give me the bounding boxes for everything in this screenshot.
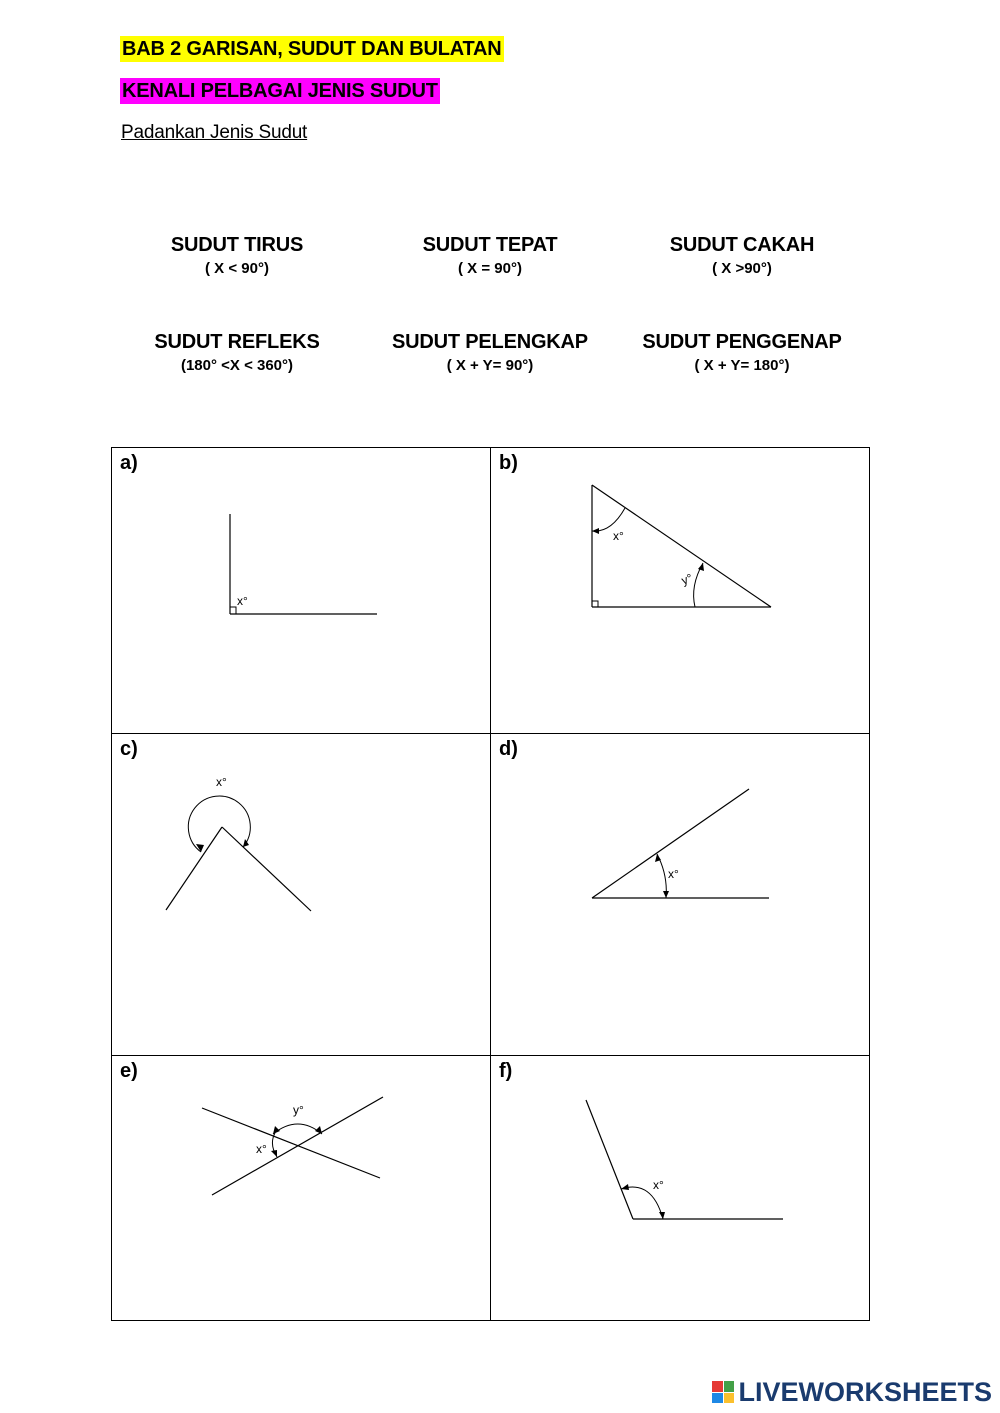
angle-label: x° [216,775,227,789]
question-label: e) [120,1060,138,1082]
question-label: f) [499,1060,513,1082]
angle-type-name: SUDUT TEPAT [422,234,558,256]
question-b[interactable] [491,448,869,733]
question-a[interactable] [112,448,490,733]
obtuse-angle-diagram [491,1056,869,1320]
intersecting-lines-diagram [112,1056,490,1320]
right-angle-diagram [112,448,490,733]
angle-label: y° [293,1103,304,1117]
angle-type-rule: ( X >90°) [712,260,772,277]
question-label: c) [120,738,138,760]
angle-type-name: SUDUT PELENGKAP [392,331,588,353]
chapter-title: BAB 2 GARISAN, SUDUT DAN BULATAN [122,38,502,60]
acute-angle-diagram [491,734,869,1055]
angle-type-rule: ( X < 90°) [205,260,269,277]
angle-type-reflex[interactable] [107,330,367,376]
question-f[interactable] [491,1056,869,1320]
angle-label: x° [237,594,248,608]
question-label: a) [120,452,138,474]
question-d[interactable] [491,734,869,1055]
angle-type-rule: (180° <X < 360°) [180,357,294,374]
angle-type-rule: ( X + Y= 90°) [446,357,534,374]
angle-label: x° [256,1142,267,1156]
angle-type-name: SUDUT REFLEKS [154,331,320,353]
reflex-angle-diagram [112,734,490,1055]
angle-type-name: SUDUT PENGGENAP [642,331,842,353]
angle-type-complementary[interactable] [360,330,620,376]
section-title: KENALI PELBAGAI JENIS SUDUT [122,80,438,102]
triangle-diagram [491,448,869,733]
angle-type-name: SUDUT TIRUS [170,234,304,256]
angle-type-rule: ( X + Y= 180°) [694,357,790,374]
question-label: b) [499,452,518,474]
angle-label: y° [679,570,695,588]
question-grid [111,447,870,1321]
angle-label: x° [668,867,679,881]
angle-type-rule: ( X = 90°) [458,260,522,277]
angle-type-supplementary[interactable] [612,330,872,376]
liveworksheets-brand[interactable] [712,1377,992,1407]
question-c[interactable] [112,734,490,1055]
angle-type-obtuse[interactable] [612,233,872,279]
angle-type-right[interactable] [360,233,620,279]
angle-label: x° [653,1178,664,1192]
question-e[interactable] [112,1056,490,1320]
angle-type-name: SUDUT CAKAH [669,234,815,256]
instruction-text: Padankan Jenis Sudut [121,122,308,143]
liveworksheets-logo-icon [712,1381,734,1403]
question-label: d) [499,738,518,760]
angle-type-acute[interactable] [107,233,367,279]
angle-label: x° [613,529,624,543]
brand-name: LIVEWORKSHEETS [738,1376,992,1407]
